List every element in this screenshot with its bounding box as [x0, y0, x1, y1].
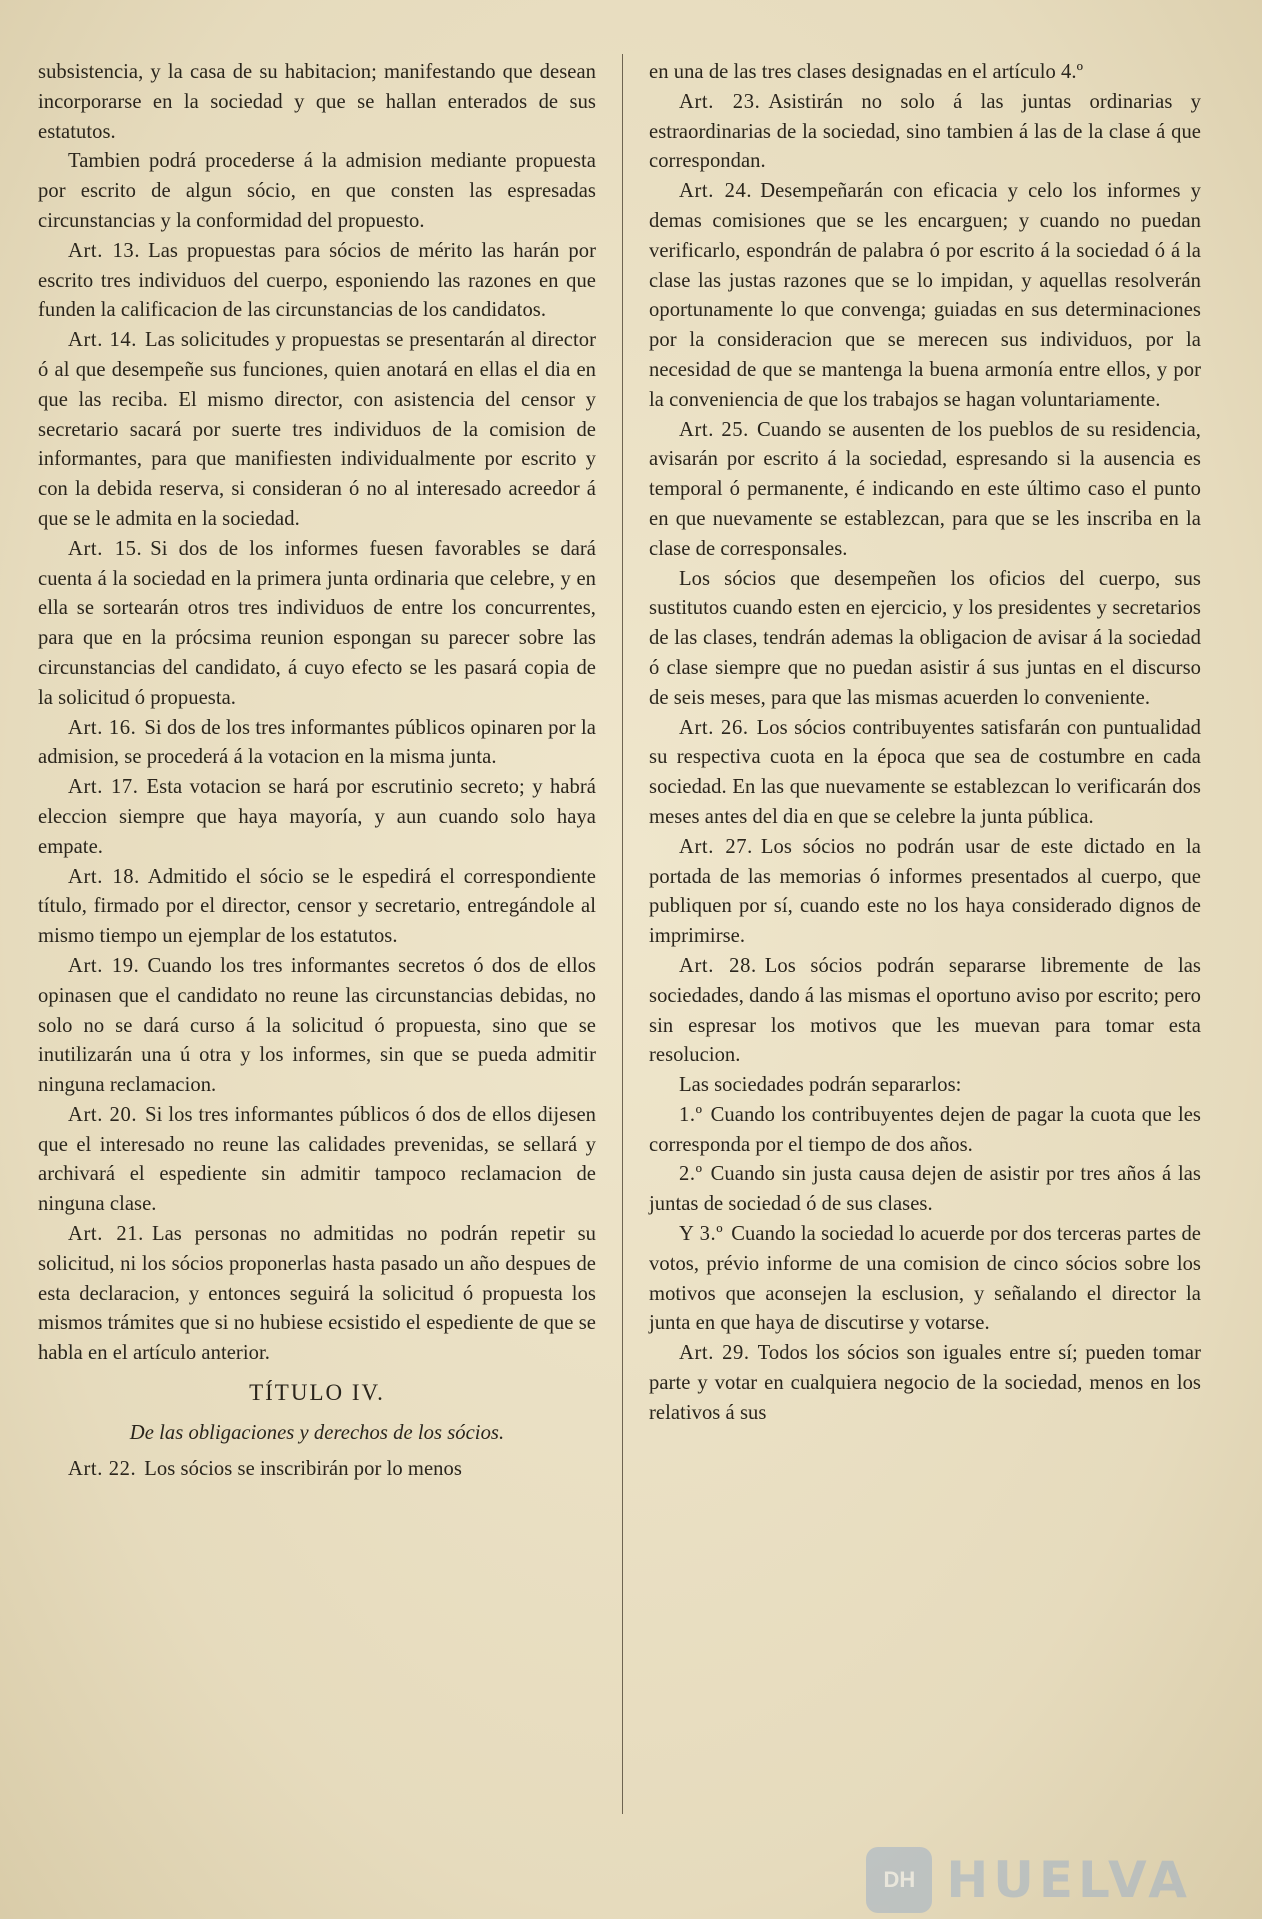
article-15: [38, 535, 596, 714]
article-text: Los sócios no podrán usar de este dictado en la portada de las memorias ó informes presentados al cuerpo, que publiquen por sí, cuando este no los haya considerado dignos de imprimirse.: [649, 835, 1201, 948]
article-text: Si los tres informantes públicos ó dos de ellos dijesen que el interesado no reune las calidades prevenidas, se sellará y archivará el espediente sin admitir tampoco reclamacion de ninguna clase.: [38, 1103, 596, 1216]
section-subtitle: De las obligaciones y derechos de los sócios.: [129, 1422, 505, 1445]
article-label: Art. 18.: [68, 865, 140, 888]
watermark-text: HUELVA: [946, 1851, 1192, 1909]
article-29: [649, 1339, 1201, 1428]
article-text: Las propuestas para sócios de mérito las harán por escrito tres individuos del cuerpo, esponiendo las razones en que funden la calificacion de las circunstancias de los candidatos.: [38, 239, 596, 322]
article-13: [38, 237, 596, 326]
article-21: [38, 1220, 596, 1369]
article-16: [38, 714, 596, 774]
column-divider: [622, 54, 623, 1814]
article-label: Art. 27.: [679, 835, 753, 858]
item-label: Y 3.º: [679, 1223, 724, 1246]
list-item: [649, 1160, 1201, 1220]
article-label: Art. 19.: [68, 954, 140, 977]
article-label: Art. 24.: [679, 180, 753, 203]
article-24: [649, 177, 1201, 415]
article-text: Si dos de los informes fuesen favorables se dará cuenta á la sociedad en la primera junta ordinaria que celebre, y en ella se sortearán otros tres individuos de entre los concurrentes, para que en la prócsima reunion espongan su parecer sobre las circunstancias del candidato, á cuyo efecto se les pasará copia de la solicitud ó propuesta.: [38, 537, 596, 709]
article-22: [38, 1455, 596, 1485]
article-label: Art. 28.: [679, 954, 757, 977]
paragraph: subsistencia, y la casa de su habitacion; manifestando que desean incorporarse en la sociedad y que se hallan enterados de sus estatutos.: [38, 61, 596, 143]
list-item: [649, 1220, 1201, 1339]
article-25: [649, 416, 1201, 565]
article-label: Art. 16.: [68, 716, 137, 739]
article-label: Art. 22.: [68, 1457, 137, 1480]
article-label: Art. 14.: [68, 329, 138, 352]
article-23: [649, 88, 1201, 177]
article-19: [38, 952, 596, 1101]
article-20: [38, 1101, 596, 1220]
article-18: [38, 863, 596, 952]
article-text: Las solicitudes y propuestas se presentarán al director ó al que desempeñe sus funciones, quien anotará en ellas el dia en que las reciba. El mismo director, con asistencia del censor y secretario sacará por suerte tres individuos de la comision de informantes, para que manifiesten individualmente por escrito y con la debida reserva, si consideran ó no al interesado acreedor á que se le admita en la sociedad.: [38, 329, 596, 530]
item-text: Cuando la sociedad lo acuerde por dos terceras partes de votos, prévio informe de una comision de cinco sócios sobre los motivos que aconsejen la esclusion, y señalando el director la junta en que haya de discutirse y votarse.: [649, 1223, 1201, 1335]
article-label: Art. 29.: [679, 1342, 750, 1365]
article-text: Si dos de los tres informantes públicos opinaren por la admision, se procederá á la votacion en la misma junta.: [38, 716, 596, 769]
article-text: Las personas no admitidas no podrán repetir su solicitud, ni los sócios proponerlas hasta pasado un año despues de esta declaracion, y entonces seguirá la solicitud ó propuesta los mismos trámites que si no hubiese ecsistido el espediente de que se habla en el artículo anterior.: [38, 1223, 597, 1365]
paragraph: Tambien podrá procederse á la admision mediante propuesta por escrito de algun sócio, en que consten las espresadas circunstancias y la conformidad del propuesto.: [38, 150, 596, 232]
article-label: Art. 15.: [68, 537, 143, 560]
article-label: Art. 23.: [679, 90, 761, 113]
article-label: Art. 17.: [68, 776, 139, 799]
section-title: TÍTULO IV.: [249, 1380, 385, 1406]
article-text: Los sócios contribuyentes satisfarán con puntualidad su respectiva cuota en la época que sea de costumbre en cada sociedad. En las que nuevamente se establezcan lo verificarán dos meses antes del dia en que se celebre la junta pública.: [649, 716, 1201, 828]
article-label: Art. 13.: [68, 239, 141, 262]
library-watermark: [866, 1847, 1192, 1913]
article-text: Cuando se ausenten de los pueblos de su residencia, avisarán por escrito á la sociedad, espresando si la ausencia es temporal ó permanente, é indicando en este último caso el punto en que nuevamente se establezcan, para que se les inscriba en la clase de corresponsales.: [649, 418, 1201, 560]
article-28: [649, 952, 1201, 1071]
article-text: Todos los sócios son iguales entre sí; pueden tomar parte y votar en cualquiera negocio de la sociedad, menos en los relativos á sus: [649, 1342, 1202, 1424]
paragraph: en una de las tres clases designadas en el artículo 4.º: [649, 61, 1084, 83]
article-label: Art. 21.: [68, 1223, 144, 1246]
watermark-logo-icon: DH: [866, 1847, 932, 1913]
article-text: Esta votacion se hará por escrutinio secreto; y habrá eleccion siempre que haya mayoría, y aun cuando solo haya empate.: [38, 776, 596, 858]
article-text: Los sócios podrán separarse libremente de las sociedades, dando á las mismas el oportuno aviso por escrito; pero sin espresar los motivos que les muevan para tomar esta resolucion.: [649, 954, 1201, 1067]
article-text: Cuando los tres informantes secretos ó dos de ellos opinasen que el candidato no reune las circunstancias debidas, no solo no se dará curso á la solicitud ó propuesta, sino que se inutilizarán una ú otra y los informes, sin que se pueda admitir ninguna reclamacion.: [38, 954, 597, 1097]
item-text: Cuando sin justa causa dejen de asistir por tres años á las juntas de sociedad ó de sus clases.: [649, 1163, 1201, 1216]
article-text: Los sócios se inscribirán por lo menos: [144, 1457, 462, 1480]
left-column: [38, 58, 596, 1485]
item-label: 2.º: [679, 1163, 703, 1186]
list-item: [649, 1101, 1201, 1161]
article-label: Art. 20.: [68, 1103, 138, 1126]
right-column: [649, 58, 1201, 1429]
item-text: Cuando los contribuyentes dejen de pagar la cuota que les corresponda por el tiempo de dos años.: [649, 1103, 1201, 1156]
article-text: Admitido el sócio se le espedirá el correspondiente título, firmado por el director, censor y secretario, entregándole al mismo tiempo un ejemplar de los estatutos.: [38, 865, 597, 948]
article-17: [38, 773, 596, 862]
article-text: Desempeñarán con eficacia y celo los informes y demas comisiones que se les encarguen; y cuando no puedan verificarlo, espondrán de palabra ó por escrito á la sociedad ó á la clase las justas razones que se lo impidan, y aquellas resolverán oportunamente lo que convenga; guiadas en sus determinaciones por la consideracion que se merecen sus individuos, por la necesidad de que se mantenga la buena armonía entre ellos, y por la conveniencia de que los trabajos se hagan voluntariamente.: [649, 180, 1201, 411]
article-text: Asistirán no solo á las juntas ordinarias y estraordinarias de la sociedad, sino tambien á las de la clase á que correspondan.: [649, 90, 1201, 173]
article-27: [649, 833, 1201, 952]
article-label: Art. 26.: [679, 716, 749, 739]
paragraph: Las sociedades podrán separarlos:: [679, 1074, 962, 1097]
article-14: [38, 326, 596, 535]
item-label: 1.º: [679, 1103, 703, 1126]
paragraph: Los sócios que desempeñen los oficios del cuerpo, sus sustitutos cuando esten en ejercicio, y los presidentes y secretarios de las clases, tendrán ademas la obligacion de avisar á la sociedad ó clase siempre que no puedan asistir á sus juntas en el discurso de seis meses, para que las mismas acuerden lo conveniente.: [649, 567, 1201, 709]
article-label: Art. 25.: [679, 418, 749, 441]
article-26: [649, 714, 1201, 833]
